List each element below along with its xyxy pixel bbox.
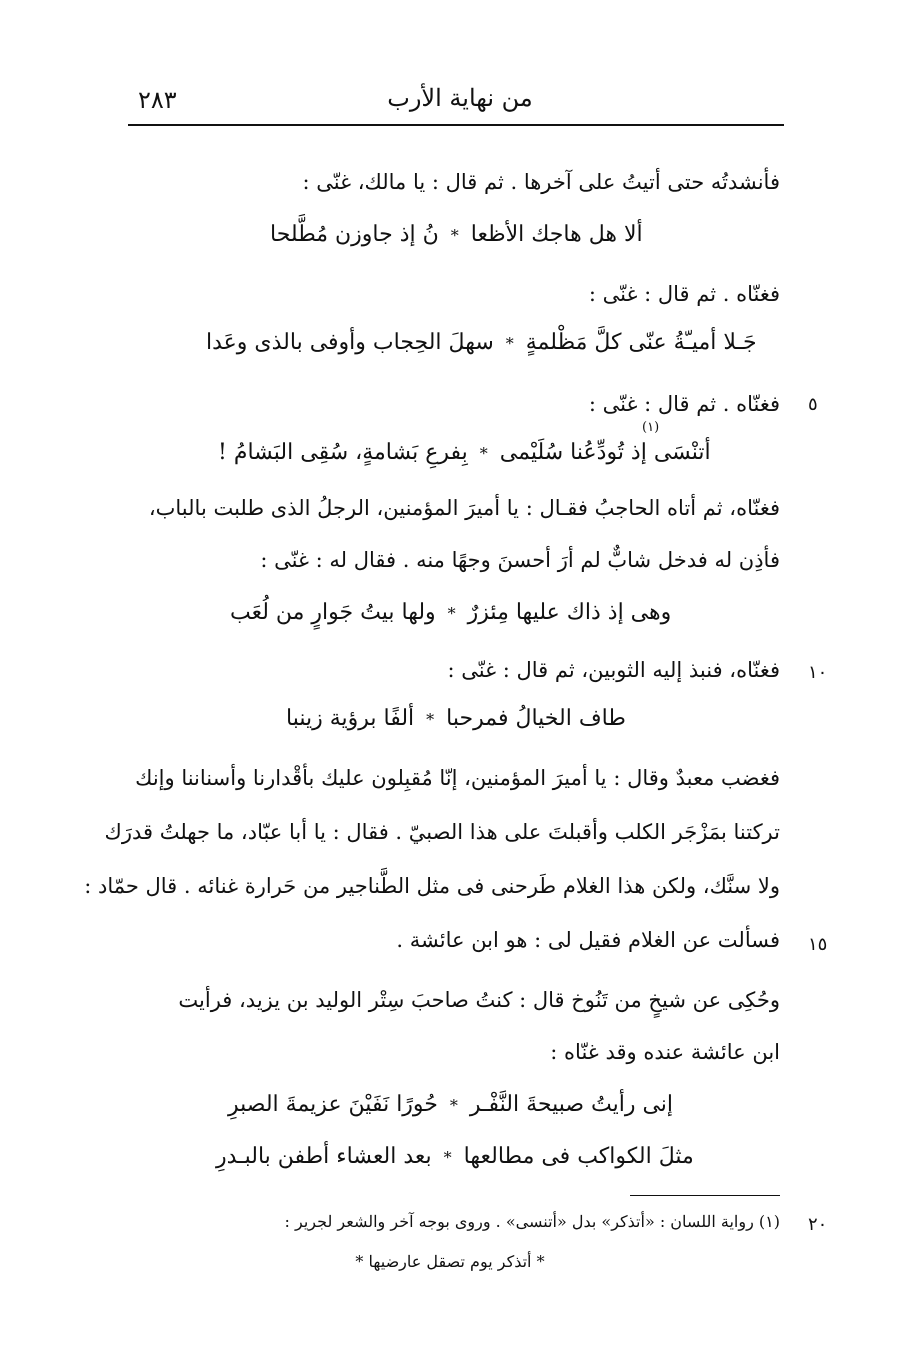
verse-hemistich: طاف الخيالُ فمرحبا [446, 706, 626, 731]
verse-separator: * [505, 334, 514, 353]
paragraph-line: فغضب معبدٌ وقال : يا أميرَ المؤمنين، إنّا مُقبِلون عليك بأقْدارنا وأسناننا وإنك [135, 766, 780, 790]
verse-hemistich: حُورًا نَفَيْنَ عزيمةَ الصبرِ [228, 1092, 438, 1117]
line-number: ٢٠ [808, 1214, 828, 1235]
paragraph-line: فأنشدتُه حتى أتيتُ على آخرها . ثم قال : يا مالك، غنّى : [302, 170, 780, 194]
page-number: ٢٨٣ [138, 86, 177, 114]
paragraph-line: ابن عائشة عنده وقد غنّاه : [550, 1040, 780, 1064]
verse-hemistich: أتنْسَى إذ تُودِّعُنا سُلَيْمى [499, 440, 711, 465]
verse-line [218, 440, 711, 465]
verse-hemistich: سهلَ الحِجاب وأوفى بالذى وعَدا [206, 330, 494, 355]
paragraph-line: وحُكِى عن شيخٍ من تَنُوخ قال : كنتُ صاحبَ سِتْر الوليد بن يزيد، فرأيت [178, 988, 780, 1012]
paragraph-line: فغنّاه، ثم أتاه الحاجبُ فقـال : يا أميرَ المؤمنين، الرجلُ الذى طلبت بالباب، [148, 496, 780, 520]
verse-hemistich: وهى إذ ذاك عليها مِئزرٌ [467, 600, 672, 625]
paragraph-line: فغنّاه . ثم قال : غنّى : [588, 392, 780, 416]
verse-separator: * [450, 226, 459, 245]
verse-line [216, 1144, 694, 1169]
paragraph-line: فغنّاه . ثم قال : غنّى : [588, 282, 780, 306]
verse-separator: * [449, 1096, 458, 1115]
footnote-rule [630, 1195, 780, 1196]
verse-separator: * [443, 1148, 452, 1167]
verse-hemistich: ألفًا برؤية زينبا [286, 706, 415, 731]
footnote-line: (١) رواية اللسان : «أتذكر» بدل «أتنسى» . وروى بوجه آخر والشعر لجرير : [284, 1212, 780, 1231]
verse-line [286, 706, 626, 731]
verse-hemistich: بِفرعِ بَشامةٍ، سُقِى البَشامُ ! [218, 440, 468, 465]
paragraph-line: تركتنا بمَزْجَر الكلب وأقبلتَ على هذا الصبيّ . فقال : يا أبا عبّاد، ما جهلتُ قدرَك [104, 820, 780, 844]
verse-hemistich: بعد العشاء أطفن بالبـدرِ [216, 1144, 432, 1169]
verse-line [270, 222, 643, 247]
verse-line [228, 1092, 673, 1117]
running-title: من نهاية الأرب [387, 84, 533, 112]
verse-line [206, 330, 757, 355]
paragraph-line: فسألت عن الغلام فقيل لى : هو ابن عائشة . [396, 928, 780, 952]
paragraph-line: فأذِن له فدخل شابٌّ لم أرَ أحسنَ وجهًا منه . فقال له : غنّى : [260, 548, 780, 572]
verse-hemistich: مثلَ الكواكب فى مطالعها [463, 1144, 694, 1169]
line-number: ٥ [808, 394, 818, 415]
line-number: ١٥ [808, 934, 828, 955]
verse-hemistich: إنى رأيتُ صبيحةَ النَّفْـر [469, 1092, 674, 1117]
verse-separator: * [479, 444, 488, 463]
verse-line [230, 600, 671, 625]
footnote-verse: * أتذكر يوم تصقل عارضيها * [355, 1252, 545, 1271]
verse-hemistich: ألا هل هاجك الأظعا [470, 222, 643, 247]
verse-separator: * [447, 604, 456, 623]
verse-hemistich: جَـلا أميـّةُ عنّى كلَّ مَظْلمةٍ [525, 330, 757, 355]
line-number: ١٠ [808, 662, 828, 683]
paragraph-line: فغنّاه، فنبذ إليه الثوبين، ثم قال : غنّى : [447, 658, 780, 682]
footnote-marker: (١) [642, 420, 660, 435]
verse-separator: * [426, 710, 435, 729]
verse-hemistich: نُ إذ جاوزن مُطَّلحا [270, 222, 439, 247]
paragraph-line: ولا سنَّك، ولكن هذا الغلام طَرحنى فى مثل الطَّناجير من حَرارة غنائه . قال حمّاد : [84, 874, 780, 898]
header-rule [128, 124, 784, 126]
verse-hemistich: ولها بيتُ جَوارٍ من لُعَب [230, 600, 436, 625]
